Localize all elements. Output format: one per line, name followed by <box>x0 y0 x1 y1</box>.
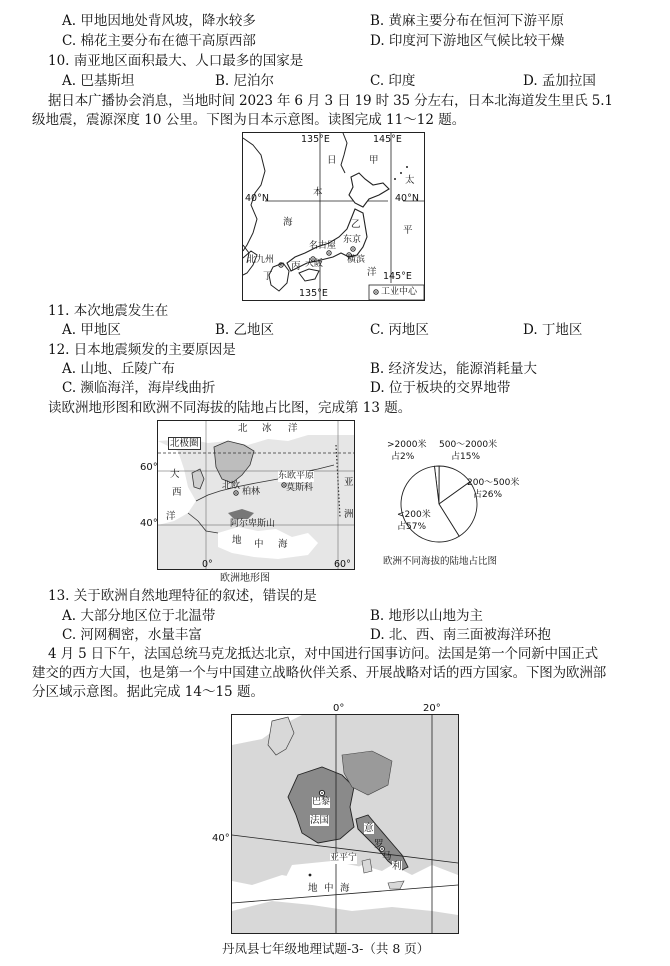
label-jia: 甲 <box>369 155 379 166</box>
label-north: 北 <box>238 423 248 434</box>
label-nagoya: 名古屋 <box>309 241 337 251</box>
europe-lat-40: 40° <box>140 518 158 529</box>
label-lon-0: 0° <box>202 559 213 570</box>
intro-14-15-line2: 建交的西方大国，也是第一个与中国建立战略伙伴关系、开展战略对话的西方国家。下图为欧洲部 <box>32 665 607 681</box>
elevation-pie-chart <box>383 432 520 570</box>
q12-option-b: B. 经济发达，能源消耗量大 <box>370 361 538 377</box>
q10-option-d: D. 孟加拉国 <box>523 73 596 89</box>
label-paris: 巴黎 <box>312 797 331 807</box>
pie-value-200-500: 占26% <box>473 490 503 500</box>
q11-option-d: D. 丁地区 <box>523 322 583 338</box>
label-yi: 意 <box>364 823 374 834</box>
label-tai: 太 <box>405 175 415 186</box>
europe-lat-60: 60° <box>140 462 158 473</box>
q12-option-c: C. 濒临海洋，海岸线曲折 <box>62 380 216 396</box>
label-ma: 马 <box>382 851 392 862</box>
q11-option-b: B. 乙地区 <box>215 322 275 338</box>
pie-value-gt2000: 占2% <box>391 452 415 462</box>
legend-industrial-center: 工业中心 <box>381 287 418 297</box>
japan-map <box>242 132 425 301</box>
label-east-europe-plain: 东欧平原 <box>278 471 315 481</box>
q10-option-c: C. 印度 <box>370 73 416 89</box>
france-lon-20: 20° <box>423 703 441 714</box>
label-arctic-circle: 北极圈 <box>170 438 199 449</box>
q10-option-a: A. 巴基斯坦 <box>62 73 135 89</box>
q13-stem: 13. 关于欧洲自然地理特征的叙述，错误的是 <box>48 588 317 604</box>
lon-135-bottom: 135°E <box>299 288 328 299</box>
q11-stem: 11. 本次地震发生在 <box>48 303 169 319</box>
lat-40-right: 40°N <box>395 193 419 204</box>
france-lon-0: 0° <box>333 703 345 714</box>
france-lat-40: 40° <box>212 833 230 844</box>
label-hai: 海 <box>340 883 350 894</box>
label-bing: 丙 <box>291 261 301 272</box>
intro-11-12-line2: 级地震，震源深度 10 公里。下图为日本示意图。读图完成 11～12 题。 <box>32 112 466 128</box>
q11-option-a: A. 甲地区 <box>62 322 121 338</box>
label-di: 地 <box>308 883 318 894</box>
france-map-drawing <box>232 715 458 933</box>
pie-label-500-2000: 500～2000米 <box>439 440 498 450</box>
q10-option-b: B. 尼泊尔 <box>215 73 275 89</box>
label-alps: 阿尔卑斯山 <box>230 519 276 529</box>
page-footer: 丹凤县七年级地理试题-3-（共 8 页） <box>222 941 430 956</box>
q13-option-c: C. 河网稠密，水量丰富 <box>62 627 202 643</box>
q9-option-a: A. 甲地因地处背风坡，降水较多 <box>62 13 256 29</box>
pie-chart-title: 欧洲不同海拔的陆地占比图 <box>383 556 498 567</box>
label-ben: 本 <box>313 187 323 198</box>
label-ping: 平 <box>403 225 413 236</box>
q12-option-d: D. 位于板块的交界地带 <box>370 380 511 396</box>
label-berlin: 柏林 <box>242 487 261 497</box>
label-zhong: 中 <box>254 539 264 550</box>
q10-stem: 10. 南亚地区面积最大、人口最多的国家是 <box>48 53 304 69</box>
label-beiou: 北欧 <box>222 481 241 491</box>
label-yi: 乙 <box>351 219 361 230</box>
label-osaka: 大阪 <box>305 259 324 269</box>
label-yang2: 洋 <box>166 511 176 522</box>
label-moscow: 莫斯科 <box>286 483 314 493</box>
intro-14-15-line3: 分区域示意图。据此完成 14～15 题。 <box>32 684 264 700</box>
q13-option-b: B. 地形以山地为主 <box>370 608 484 624</box>
label-di: 地 <box>232 535 242 546</box>
label-zhong: 中 <box>324 883 334 894</box>
label-tokyo: 东京 <box>343 235 362 245</box>
pie-label-gt2000: >2000米 <box>387 440 427 450</box>
q11-option-c: C. 丙地区 <box>370 322 429 338</box>
label-da: 大 <box>170 469 180 480</box>
pie-label-200-500: 200～500米 <box>467 478 520 488</box>
lon-135-top: 135°E <box>301 134 330 145</box>
lon-145-bottom: 145°E <box>383 271 412 282</box>
label-france: 法国 <box>310 815 330 826</box>
pie-value-500-2000: 占15% <box>451 452 481 462</box>
label-li: 利 <box>392 861 402 872</box>
q9-option-c: C. 棉花主要分布在德干高原西部 <box>62 33 256 49</box>
france-map <box>231 714 459 934</box>
label-yang: 洋 <box>367 267 377 278</box>
intro-14-15-line1: 4 月 5 日下午，法国总统马克龙抵达北京，对中国进行国事访问。法国是第一个同新中国正式 <box>48 646 598 662</box>
lat-40-left: 40°N <box>245 193 269 204</box>
europe-map <box>157 420 355 570</box>
label-yang: 洋 <box>288 423 298 434</box>
label-ding: 丁 <box>263 271 273 282</box>
pie-value-lt200: 占57% <box>397 522 427 532</box>
intro-11-12-line1: 据日本广播协会消息，当地时间 2023 年 6 月 3 日 19 时 35 分左右，日本北海道发生里氏 5.1 <box>48 93 613 109</box>
q9-option-b: B. 黄麻主要分布在恒河下游平原 <box>370 13 565 29</box>
q13-option-a: A. 大部分地区位于北温带 <box>62 608 216 624</box>
label-bing: 冰 <box>262 423 272 434</box>
q12-option-a: A. 山地、丘陵广布 <box>62 361 175 377</box>
label-xi: 西 <box>172 487 182 498</box>
q9-option-d: D. 印度河下游地区气候比较干燥 <box>370 33 565 49</box>
label-hai: 海 <box>283 217 293 228</box>
label-zhou: 洲 <box>344 509 354 520</box>
label-luo: 罗 <box>374 839 384 850</box>
europe-map-caption: 欧洲地形图 <box>220 573 270 584</box>
lon-145-top: 145°E <box>373 134 402 145</box>
label-lon-60: 60° <box>334 559 351 570</box>
label-hai: 海 <box>278 539 288 550</box>
label-ya: 亚 <box>344 477 354 488</box>
label-ri: 日 <box>327 155 337 166</box>
pie-label-lt200: <200米 <box>397 510 431 520</box>
label-kitakyushu: 北九州 <box>247 255 275 265</box>
label-yokohama: 横滨 <box>347 255 366 265</box>
q13-option-d: D. 北、西、南三面被海洋环抱 <box>370 627 551 643</box>
label-apennines: 亚平宁 <box>330 853 358 863</box>
intro-13: 读欧洲地形图和欧洲不同海拔的陆地占比图，完成第 13 题。 <box>48 400 412 416</box>
q12-stem: 12. 日本地震频发的主要原因是 <box>48 342 236 358</box>
